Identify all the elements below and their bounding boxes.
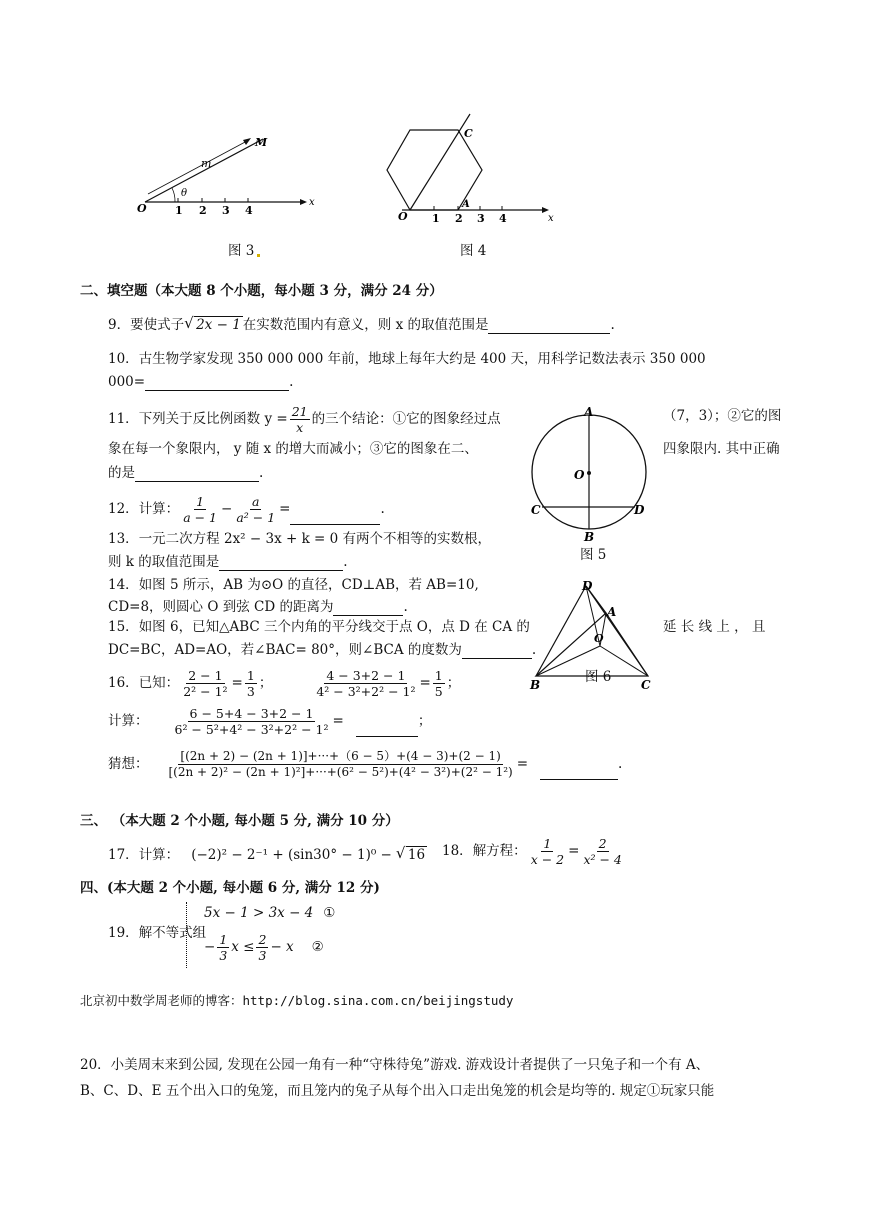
q18-number: 18． (442, 843, 473, 859)
q15-line1: 如图 6，已知△ABC 三个内角的平分线交于点 O，点 D 在 CA 的 (138, 619, 530, 635)
question-11 (108, 404, 501, 435)
q18-fraction-1 (529, 836, 566, 867)
q12-minus: − (221, 501, 233, 517)
q19-ineq2-minus: − (204, 939, 216, 955)
section-2-heading: 二、填空题（本大题 8 个小题，每小题 3 分，满分 24 分） (80, 283, 443, 299)
q14-line2: CD=8，则圆心 O 到弦 CD 的距离为 (108, 599, 334, 615)
fig4-tick-4: 4 (499, 212, 507, 225)
q16-guess-fraction (167, 749, 515, 780)
q11-line2: 象在每一个象限内， y 随 x 的增大而减小；③它的图象在二、 (108, 441, 478, 457)
fig4-tick-1: 1 (432, 212, 440, 225)
fig4-tick-3: 3 (477, 212, 485, 225)
q19-inequality-1 (204, 904, 335, 922)
q9-end: . (610, 317, 615, 333)
question-14-line2 (108, 598, 408, 616)
question-14 (108, 576, 479, 594)
q19-ineq2-end: − x (270, 939, 294, 955)
q16-guess-label: 猜想： (108, 756, 149, 772)
question-16-guess: 猜想： $\frac{[(2n + 2) - (2n + 1)]+\cdot\cdot\cdot+(6 - 5)+(4 - 3)+(2 - 1)}{\text{[(2n + 2)² − (2n + 1)²]+···+(6² − 5²)+(4² − 3²)+(2² − 1²)}}$ = . (108, 749, 623, 779)
fig3-tick-1: 1 (175, 204, 183, 217)
question-15-line2 (108, 641, 536, 659)
q19-f2-num: 2 (258, 932, 267, 947)
section-4-heading: 四、(本大题 2 个小题, 每小题 6 分, 满分 12 分) (80, 880, 380, 896)
q16-k1-end: ； (258, 675, 273, 691)
q16-number: 16． (108, 675, 139, 691)
q17-number: 17． (108, 847, 139, 863)
question-18 (442, 836, 626, 867)
q12-f1-den: a − 1 (183, 510, 218, 525)
q16-k1-den: 2² − 1² (183, 684, 228, 699)
q16-known-result-1 (245, 668, 257, 699)
q16-known-fraction-2 (314, 668, 417, 699)
blog-footer-line (80, 992, 513, 1010)
q11-line3: 的是 (108, 465, 135, 481)
q11-answer-blank[interactable] (135, 481, 259, 482)
fig6-label-b: B (530, 678, 541, 692)
q17-radicand: 16 (407, 847, 426, 863)
q11-frac-den: x (296, 420, 304, 435)
q15-right1: 延 长 线 上 ， 且 (663, 619, 766, 635)
q13-line2: 则 k 的取值范围是 (108, 554, 220, 570)
q14-answer-blank[interactable] (333, 615, 403, 616)
q16-k2-res-den: 5 (434, 684, 443, 699)
q15-line2: DC=BC，AD=AO，若∠BAC= 80°，则∠BCA 的度数为 (108, 642, 462, 658)
fig4-label-o: O (398, 210, 408, 223)
q10-line2: 000= (108, 374, 146, 390)
figure-5-diagram (525, 405, 655, 545)
q12-answer-blank[interactable] (290, 524, 380, 525)
q11-mid: 的三个结论：①它的图象经过点 (311, 411, 501, 427)
fig3-tick-3: 3 (222, 204, 230, 217)
fig5-label-o: O (574, 468, 585, 482)
q18-pre: 解方程： (472, 843, 527, 859)
q12-f1-num: 1 (196, 494, 205, 509)
fig5-label-c: C (531, 503, 541, 517)
q16-calc-den: 6² − 5²+4² − 3²+2² − 1² (174, 722, 329, 737)
q15-number: 15． (108, 619, 139, 635)
q11-right1: （7，3）；②它的图 (663, 408, 782, 424)
q16-k2-res-num: 1 (434, 668, 443, 683)
fig4-label-x: x (548, 213, 554, 224)
question-10 (108, 350, 706, 368)
q19-ineq2-frac-1 (217, 932, 229, 963)
figure-3-diagram (135, 112, 320, 222)
fig3-tick-2: 2 (199, 204, 207, 217)
q12-end: . (380, 501, 385, 517)
q9-number: 9． (108, 317, 131, 333)
q15-answer-blank[interactable] (462, 658, 532, 659)
q11-fraction (290, 404, 310, 435)
fig3-label-m-length: m (201, 157, 212, 170)
q14-line1: 如图 5 所示，AB 为⊙O 的直径，CD⊥AB，若 AB=10, (138, 577, 479, 593)
q19-ineq1-text: 5x − 1 > 3x − 4 (204, 905, 314, 921)
q16-calc-label: 计算： (108, 713, 149, 729)
q11-frac-num: 21 (291, 404, 308, 419)
q19-f1-den: 3 (219, 948, 228, 963)
q16-k2-end: ； (446, 675, 461, 691)
fig4-label-c: C (464, 127, 473, 140)
q11-pre: 下列关于反比例函数 y = (138, 411, 288, 427)
question-13-line2 (108, 553, 348, 571)
q16-known-fraction-1 (181, 668, 229, 699)
q16-k2-num: 4 − 3+2 − 1 (326, 668, 406, 683)
q18-f2-num: 2 (598, 836, 607, 851)
question-20-line1: 20．小美周末来到公园, 发现在公园一角有一种“守株待兔”游戏. 游戏设计者提供了一只兔子和一个有 A、 (80, 1057, 710, 1073)
question-20-line2: B、C、D、E 五个出入口的兔笼，而且笼内的兔子从每个出入口走出兔笼的机会是均等的. 规定①玩家只能 (80, 1083, 715, 1099)
q19-ineq2-mid: x ≤ (231, 939, 255, 955)
q10-number: 10． (108, 351, 139, 367)
q9-pre: 要使式子 (130, 317, 185, 333)
fig5-label-a: A (584, 405, 594, 419)
fig3-label-x: x (309, 197, 315, 208)
q10-end: . (289, 374, 294, 390)
q14-number: 14． (108, 577, 139, 593)
fig6-label-o: O (594, 632, 604, 645)
q16-guess-den: [(2n + 2)² − (2n + 1)²]+···+(6² − 5²)+(4² − 3²)+(2² − 1²) (168, 765, 513, 779)
q16-calc-end: ； (417, 713, 432, 729)
q18-f2-den: x² − 4 (583, 852, 622, 867)
figure-5-caption: 图 5 (580, 547, 607, 563)
q9-sqrt: √ 2x − 1 (184, 314, 241, 333)
q18-equals: = (568, 843, 580, 859)
question-10-line2 (108, 373, 293, 391)
q16-calc-num: 6 − 5+4 − 3+2 − 1 (189, 706, 314, 721)
q13-number: 13． (108, 531, 139, 547)
fig6-label-c: C (641, 678, 651, 692)
q13-end: . (343, 554, 348, 570)
q13-answer-blank[interactable] (219, 570, 343, 571)
q10-line1: 古生物学家发现 350 000 000 年前，地球上每年大约是 400 天，用科学记数法表示 350 000 (138, 351, 706, 367)
q16-guess-end: . (618, 756, 623, 772)
question-13 (108, 530, 491, 548)
figure-3-caption: 图 3 (228, 243, 255, 259)
figure-6-caption: 图 6 (585, 669, 612, 685)
q19-pre: 解不等式组 (138, 925, 207, 941)
figure-4-diagram (382, 112, 562, 227)
figure-4-caption: 图 4 (460, 243, 487, 259)
blog-text: 北京初中数学周老师的博客：http://blog.sina.com.cn/beijingstudy (80, 993, 514, 1008)
question-19 (108, 924, 206, 942)
question-16-known: 16．已知： $\frac{2 - 1}{\text{2² − 1²}}$ = $\frac{1}{3}$ ； $\frac{4 - 3+2 - 1}{\text{4² − 3²+2² − 1²}}$ = $\frac{1}{5}$ ； (108, 668, 461, 699)
q11-right2: 四象限内. 其中正确 (663, 441, 780, 457)
q17-expr: (−2)² − 2⁻¹ + (sin30° − 1)⁰ − (191, 847, 392, 863)
fig6-label-d: D (582, 579, 593, 593)
question-9 (108, 316, 615, 334)
fig3-label-theta: θ (181, 188, 188, 199)
q12-fraction-1 (181, 494, 219, 525)
yellow-dot-mark (257, 254, 260, 257)
figure-4 (382, 112, 562, 227)
q16-guess-num: [(2n + 2) − (2n + 1)]+···+（6 − 5）+(4 − 3)+(2 − 1) (180, 749, 501, 763)
q17-sqrt: √ 16 (395, 844, 426, 863)
q18-f1-den: x − 2 (530, 852, 565, 867)
question-17 (108, 846, 427, 864)
q9-radicand: 2x − 1 (196, 317, 241, 333)
q12-pre: 计算： (138, 501, 180, 517)
q13-line1: 一元二次方程 2x² − 3x + k = 0 有两个不相等的实数根， (138, 531, 492, 547)
q16-calc-fraction (173, 706, 331, 737)
fig5-label-b: B (584, 530, 595, 544)
q19-f2-den: 3 (258, 948, 267, 963)
q12-number: 12． (108, 501, 139, 517)
q14-end: . (403, 599, 408, 615)
q16-k1-res-den: 3 (246, 684, 255, 699)
q16-k1-num: 2 − 1 (188, 668, 223, 683)
fig4-tick-2: 2 (455, 212, 463, 225)
q19-inequality-2 (204, 932, 324, 963)
q18-f1-num: 1 (543, 836, 552, 851)
q16-calc-answer-blank[interactable] (356, 736, 418, 737)
q16-known-result-2 (433, 668, 445, 699)
q9-answer-blank[interactable] (488, 333, 610, 334)
q19-mark-1: ① (323, 905, 336, 921)
q9-post: 在实数范围内有意义，则 x 的取值范围是 (242, 317, 489, 333)
q15-end: . (531, 642, 537, 658)
fig5-label-d: D (634, 503, 645, 517)
question-12 (108, 494, 385, 525)
fig3-tick-4: 4 (245, 204, 253, 217)
q12-fraction-2 (234, 494, 277, 525)
figure-3 (135, 112, 320, 222)
q19-f1-num: 1 (219, 932, 228, 947)
q19-number: 19． (108, 925, 139, 941)
q12-equals: = (279, 501, 291, 517)
q19-mark-2: ② (311, 939, 324, 955)
q10-answer-blank[interactable] (145, 390, 289, 391)
q19-ineq2-frac-2 (256, 932, 268, 963)
q16-known-label: 已知： (138, 675, 180, 691)
q16-k2-den: 4² − 3²+2² − 1² (316, 684, 416, 699)
fig3-label-m-point: M (255, 136, 268, 149)
figure-5 (525, 405, 655, 545)
q19-brace (186, 902, 191, 968)
fig6-label-a: A (607, 605, 617, 619)
q11-end: . (259, 465, 264, 481)
q12-f2-den: a² − 1 (236, 510, 276, 525)
q18-fraction-2 (581, 836, 623, 867)
question-16-calc: 计算： $\frac{6 - 5+4 - 3+2 - 1}{\text{6² − 5²+4² − 3²+2² − 1²}}$ = ； (108, 706, 432, 737)
q16-k1-res-num: 1 (246, 668, 255, 683)
q17-pre: 计算： (138, 847, 180, 863)
question-15 (108, 618, 530, 636)
section-3-heading: 三、 （本大题 2 个小题, 每小题 5 分, 满分 10 分） (80, 813, 399, 829)
q11-number: 11． (108, 411, 139, 427)
question-11-line3 (108, 464, 263, 482)
q16-guess-answer-blank[interactable] (540, 779, 618, 780)
fig4-label-a: A (462, 199, 470, 210)
q12-f2-num: a (252, 494, 260, 509)
fig3-label-o: O (137, 202, 147, 215)
